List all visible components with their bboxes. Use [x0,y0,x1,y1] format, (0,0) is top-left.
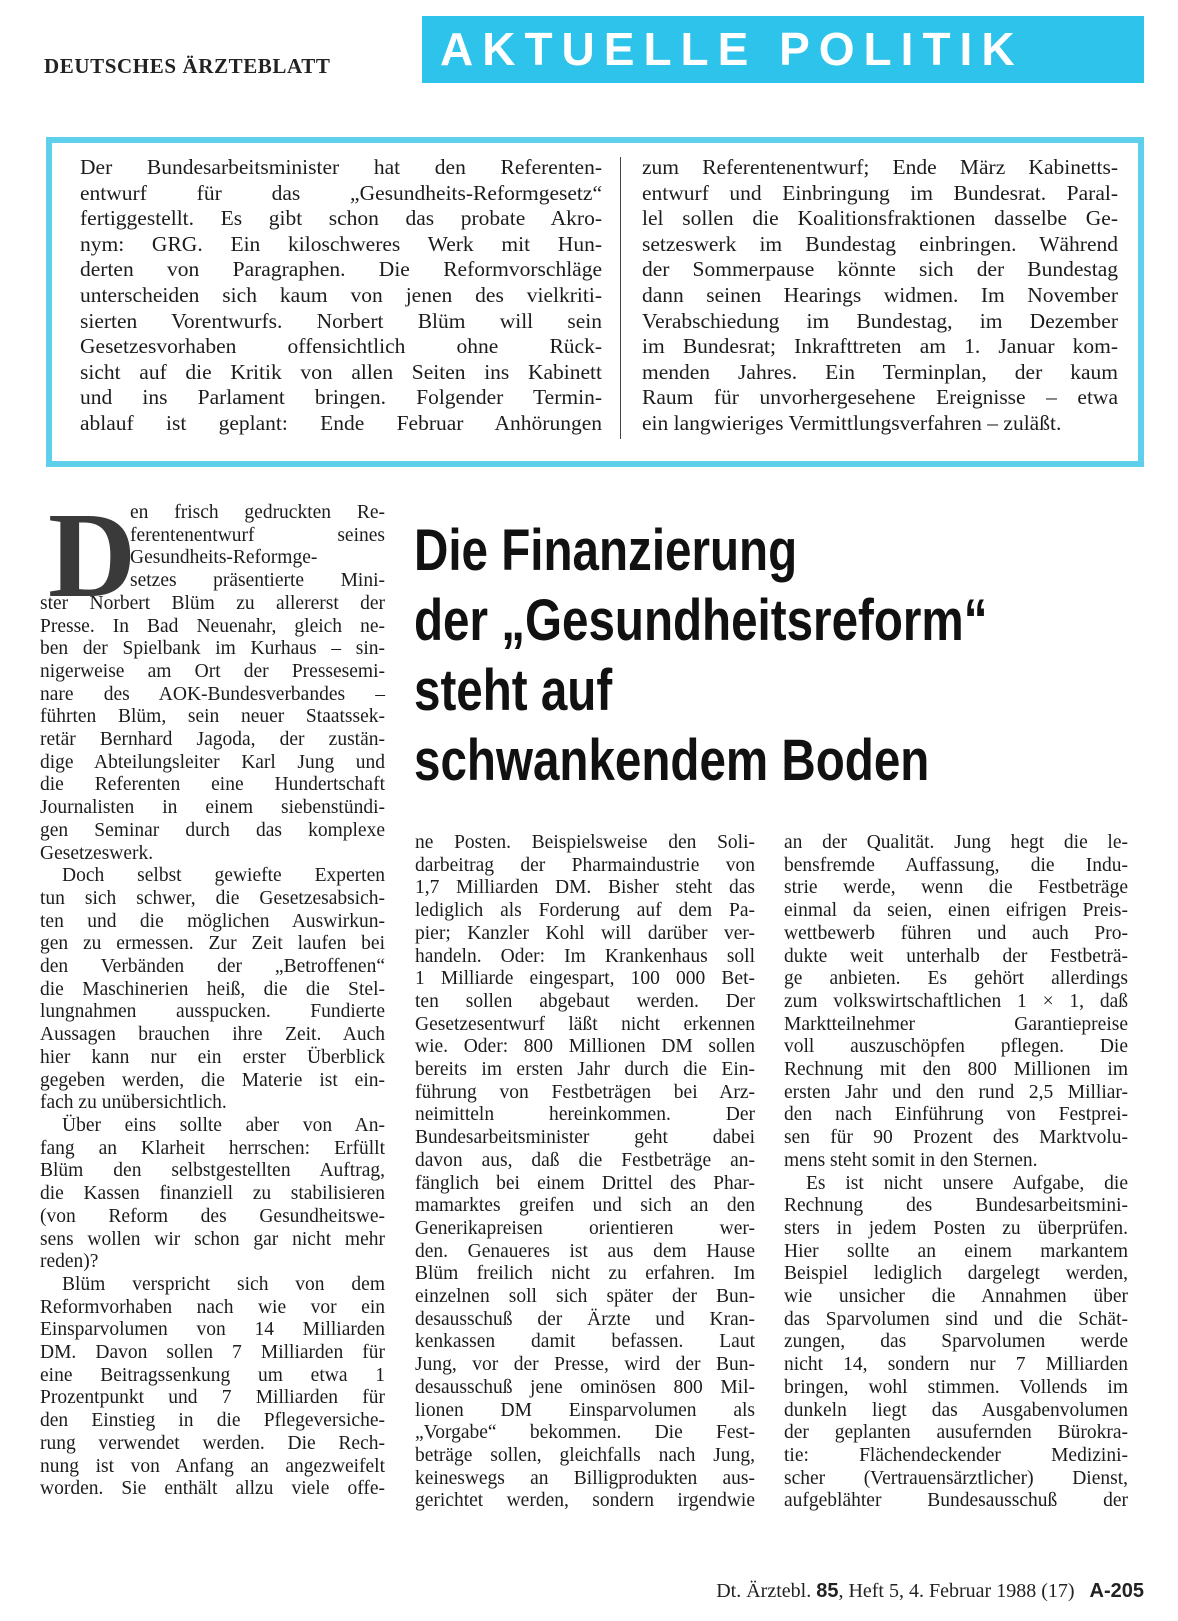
body-line: dige Abteilungsleiter Karl Jung und [40,751,385,773]
body-line: ersten Jahr und den rund 2,5 Milliar- [784,1081,1128,1103]
body-line: ten und die möglichen Auswirkun- [40,910,385,932]
body-line: tie: Flächendeckender Medizini- [784,1444,1128,1466]
intro-line: der Sommerpause könnte sich der Bundestag [642,257,1118,282]
intro-line: ein langwieriges Vermittlungsverfahren – zuläßt. [642,410,1062,435]
intro-line: sicht auf die Kritik von allen Seiten ins Kabinett [80,359,602,384]
headline-line: der „Gesundheitsreform“ [414,588,988,653]
intro-line: entwurf für das „Gesundheits-Reformgesetz“ [80,180,602,205]
body-line: neimitteln hereinkommen. Der [415,1104,755,1126]
body-line: en frisch gedruckten Re- [130,502,385,523]
body-line: führten Blüm, sein neuer Staatssek- [40,706,385,728]
body-line: ben der Spielbank im Kurhaus – sin- [40,638,385,660]
body-line: keineswegs an Billigprodukten aus- [415,1467,755,1489]
body-line: gen Seminar durch das komplexe [40,819,385,841]
intro-line: und ins Parlament bringen. Folgender Termin- [80,385,602,410]
body-line: Blüm freilich nicht zu erfahren. Im [415,1263,755,1285]
body-line: Gesetzeswerk. [40,842,154,864]
body-line: darbeitrag der Pharmaindustrie von [415,854,755,876]
body-line: nigerweise am Ort der Pressesemi- [40,660,385,682]
intro-line: ablauf ist geplant: Ende Februar Anhörungen [80,410,602,435]
body-line: die Maschinerien heiß, die die Stel- [40,978,385,1000]
body-line: voll auszuschöpfen pflegen. Die [784,1036,1128,1058]
body-line: den Verbänden der „Betroffenen“ [40,956,385,978]
intro-line: Verabschiedung im Bundestag, im Dezember [642,308,1118,333]
section-banner: AKTUELLE POLITIK [422,16,1144,83]
body-line: den Einstieg in die Pflegeversiche- [40,1410,385,1432]
body-line: fang an Klarheit herrschen: Erfüllt [40,1137,385,1159]
body-line: dunkeln liegt das Ausgabenvolumen [784,1399,1128,1421]
body-line: Einsparvolumen von 14 Milliarden [40,1319,385,1341]
body-line: fach zu unübersichtlich. [40,1092,227,1114]
body-line: wie. Oder: 800 Millionen DM sollen [415,1036,755,1058]
body-line: den. Genaueres ist aus dem Hause [415,1240,755,1262]
body-line: Blüm verspricht sich von dem [62,1273,385,1295]
page-number: A-205 [1089,1580,1144,1602]
body-line: davon aus, daß die Festbeträge an- [415,1149,755,1171]
intro-line: dann seinen Hearings widmen. Im November [642,282,1118,307]
body-line: lediglich als Forderung auf dem Pa- [415,900,755,922]
body-line: einzelnen soll sich später der Bun- [415,1286,755,1308]
intro-line: im Bundesrat; Inkrafttreten am 1. Januar kom- [642,334,1118,359]
body-line: nare des AOK-Bundesverbandes – [40,683,385,705]
body-line: Journalisten in einem siebenstündi- [40,797,385,819]
footer-citation-rest: , Heft 5, 4. Februar 1988 (17) [838,1580,1075,1602]
body-line: desausschuß der Ärzte und Kran- [415,1308,755,1330]
intro-column-left [80,155,602,437]
body-line: fänglich bei einem Drittel des Phar- [415,1172,755,1194]
body-line: kenkassen damit befassen. Laut [415,1331,755,1353]
intro-line: Der Bundesarbeitsminister hat den Referenten- [80,155,602,179]
article-column-3 [784,832,1128,1513]
body-line: gerichtet werden, sondern irgendwie [415,1490,755,1512]
body-line: Aussagen brauchen ihre Zeit. Auch [40,1024,385,1046]
body-line: DM. Davon sollen 7 Milliarden für [40,1342,385,1364]
body-line: Bundesarbeitsminister geht dabei [415,1127,755,1149]
body-line: ster Norbert Blüm zu allererst der [40,592,385,614]
intro-line: derten von Paragraphen. Die Reformvorschläge [80,257,602,282]
body-line: den nach Einführung von Festprei- [784,1104,1128,1126]
intro-column-right [642,155,1118,437]
body-line: Hier sollte an einem markantem [784,1240,1128,1262]
page-footer [610,1580,1144,1603]
body-line: zungen, das Sparvolumen werde [784,1331,1128,1353]
intro-line: lel sollen die Koalitionsfraktionen dasselbe Ge- [642,206,1118,231]
body-line: ge anbieten. Es gehört allerdings [784,968,1128,990]
body-line: nicht 14, sondern nur 7 Milliarden [784,1354,1128,1376]
body-line: ferentenentwurf seines [130,524,385,546]
body-line: mamarktes greifen und sich an den [415,1195,755,1217]
body-line: aufgeblähter Bundesausschuß der [784,1490,1128,1512]
journal-name: DEUTSCHES ÄRZTEBLATT [44,54,331,78]
body-line: an der Qualität. Jung hegt die le- [784,832,1128,853]
intro-line: menden Jahres. Ein Terminplan, der kaum [642,359,1118,384]
body-line: Presse. In Bad Neuenahr, gleich ne- [40,615,385,637]
intro-line: nym: GRG. Ein kiloschweres Werk mit Hun- [80,231,602,256]
body-line: lionen DM Einsparvolumen als [415,1399,755,1421]
article-column-1 [40,488,385,1501]
body-line: Blüm den selbstgestellten Auftrag, [40,1160,385,1182]
body-line: wettbewerb führen und auch Pro- [784,922,1128,944]
body-line: nung ist von Anfang an angezweifelt [40,1455,385,1477]
body-line: handeln. Oder: Im Krankenhaus soll [415,945,755,967]
body-line: desausschuß jene ominösen 800 Mil- [415,1376,755,1398]
body-line: Generikapreisen orientieren wer- [415,1217,755,1239]
body-line: sen für 90 Prozent des Marktvolu- [784,1127,1128,1149]
footer-citation-prefix: Dt. Ärztebl. [716,1580,812,1602]
body-line: eine Beitragssenkung um etwa 1 [40,1364,385,1386]
intro-line: unterscheiden sich kaum von jenen des vielkriti- [80,282,602,307]
body-line: sens wollen wir schon gar nicht mehr [40,1228,385,1250]
body-line: Es ist nicht unsere Aufgabe, die [806,1172,1128,1194]
body-line: tun sich schwer, die Gesetzesabsich- [40,887,385,909]
body-line: scher (Vertrauensärztlicher) Dienst, [784,1467,1128,1489]
body-line: „Vorgabe“ bekommen. Die Fest- [415,1422,755,1444]
body-line: 1,7 Milliarden DM. Bisher steht das [415,877,755,899]
drop-cap: D [48,488,137,623]
headline-line: Die Finanzierung [414,518,798,583]
intro-line: Raum für unvorhergesehene Ereignisse – etwa [642,385,1118,410]
body-line: die Referenten eine Hundertschaft [40,774,385,796]
body-line: Über eins sollte aber von An- [62,1114,385,1136]
body-line: reden)? [40,1251,99,1273]
headline-line: steht auf [414,658,613,723]
body-line: Gesetzesentwurf läßt nicht erkennen [415,1013,755,1035]
article-column-2 [415,832,755,1513]
body-line: mens steht somit in den Sternen. [784,1149,1038,1171]
intro-line: Gesetzesvorhaben offensichtlich ohne Rück- [80,334,602,359]
body-line: Gesundheits-Reformge- [130,547,318,569]
body-line: bereits im ersten Jahr durch die Ein- [415,1059,755,1081]
body-line: Reformvorhaben nach wie vor ein [40,1296,385,1318]
body-line: beträge sollen, gleichfalls nach Jung, [415,1444,755,1466]
body-line: retär Bernhard Jagoda, der zustän- [40,729,385,751]
body-line: Rechnung des Bundesarbeitsmini- [784,1195,1128,1217]
body-line: strie werde, wenn die Festbeträge [784,877,1128,899]
intro-line: setzeswerk im Bundestag einbringen. Während [642,231,1118,256]
body-line: Beispiel lediglich dargelegt werden, [784,1263,1128,1285]
body-line: bringen, wohl stimmen. Vollends im [784,1376,1128,1398]
headline-line: schwankendem Boden [414,728,930,793]
body-line: lungnahmen ausspucken. Fundierte [40,1001,385,1023]
body-line: setzes präsentierte Mini- [130,570,385,592]
body-line: führung von Festbeträgen bei Arz- [415,1081,755,1103]
body-line: gen zu ermessen. Zur Zeit laufen bei [40,933,385,955]
body-line: der geplanten ausufernden Bürokra- [784,1422,1128,1444]
body-line: bensfremde Auffassung, die Indu- [784,854,1128,876]
intro-line: zum Referentenentwurf; Ende März Kabinetts- [642,155,1118,179]
article-headline [414,516,1013,796]
intro-line: entwurf und Einbringung im Bundesrat. Paral- [642,180,1118,205]
body-line: einmal da seien, einen eifrigen Preis- [784,900,1128,922]
body-line: Rechnung mit den 800 Millionen im [784,1059,1128,1081]
body-line: zum volkswirtschaftlichen 1 × 1, daß [784,990,1128,1012]
body-line: ne Posten. Beispielsweise den Soli- [415,832,755,853]
body-line: pier; Kanzler Kohl will darüber ver- [415,922,755,944]
body-line: rung verwendet werden. Die Rech- [40,1432,385,1454]
body-line: sters in jedem Posten zu überprüfen. [784,1217,1128,1239]
body-line: das Sparvolumen sind und die Schät- [784,1308,1128,1330]
body-line: die Kassen finanziell zu stabilisieren [40,1183,385,1205]
footer-volume: 85 [816,1580,839,1602]
body-line: Jung, vor der Presse, wird der Bun- [415,1354,755,1376]
intro-box [46,137,1144,467]
body-line: hier kann nur ein erster Überblick [40,1046,385,1068]
intro-line: sierten Vorentwurfs. Norbert Blüm will sein [80,308,602,333]
body-line: ten sollen abgebaut werden. Der [415,990,755,1012]
body-line: Prozentpunkt und 7 Milliarden für [40,1387,385,1409]
body-line: worden. Sie enthält allzu viele offe- [40,1478,385,1500]
body-line: dukte weit unterhalb der Festbeträ- [784,945,1128,967]
body-line: Doch selbst gewiefte Experten [62,865,385,887]
body-line: Marktteilnehmer Garantiepreise [784,1013,1128,1035]
body-line: wie unsicher die Annahmen über [784,1286,1128,1308]
body-line: (von Reform des Gesundheitswe- [40,1205,385,1227]
intro-line: fertiggestellt. Es gibt schon das probate Akro- [80,206,602,231]
intro-column-divider [620,157,621,439]
body-line: gegeben werden, die Materie ist ein- [40,1069,385,1091]
body-line: 1 Milliarde eingespart, 100 000 Bet- [415,968,755,990]
